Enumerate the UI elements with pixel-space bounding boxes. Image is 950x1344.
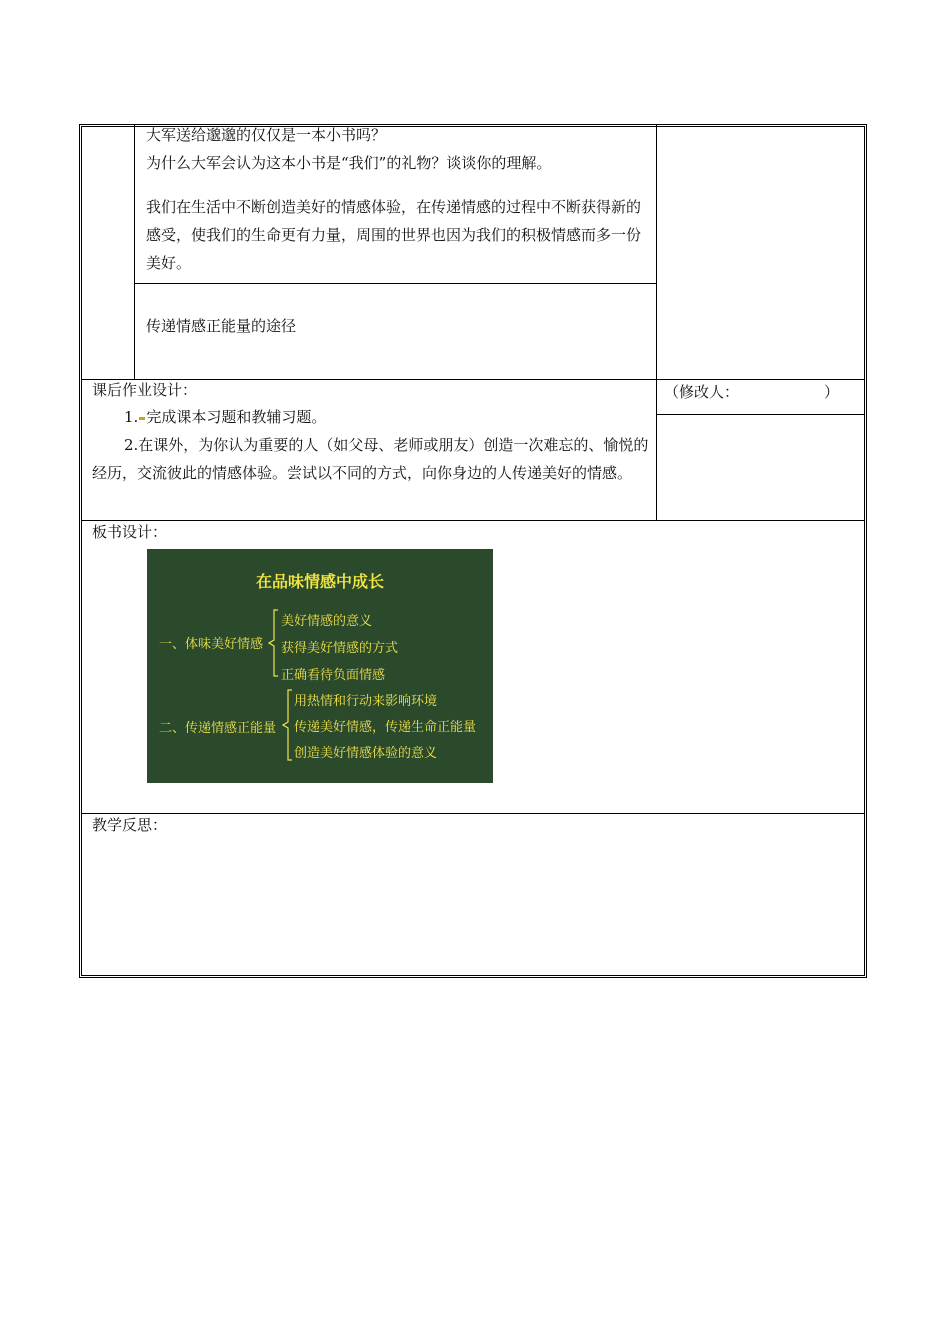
divider-left-column — [134, 124, 135, 380]
divider-row-board — [82, 520, 864, 521]
divider-row-homework — [82, 379, 864, 380]
board-section-1-item: 美好情感的意义 — [281, 614, 373, 629]
blackboard-image — [147, 549, 493, 783]
divider-row-reflection — [82, 813, 864, 814]
homework-item-1 — [124, 406, 326, 428]
board-heading: 板书设计： — [92, 523, 168, 541]
board-section-2-label: 二、传递情感正能量 — [159, 721, 277, 736]
question-1: 大军送给邈邈的仅仅是一本小书吗？ — [146, 126, 387, 144]
divider-row-topic — [134, 283, 656, 284]
topic-text: 传递情感正能量的途径 — [146, 317, 297, 335]
reflection-heading: 教学反思： — [92, 816, 168, 834]
board-brace-2 — [282, 689, 294, 761]
homework-item-2: 2.在课外，为你认为重要的人（如父母、老师或朋友）创造一次难忘的、愉悦的经历，交流彼此的情感体验。尝试以不同的方式，向你身边的人传递美好的情感。 — [92, 436, 649, 482]
board-section-2-item: 传递美好情感，传递生命正能量 — [294, 720, 477, 735]
board-brace-1 — [268, 609, 280, 677]
homework-heading: 课后作业设计： — [92, 381, 198, 399]
reviser-label: （修改人： — [664, 383, 740, 401]
board-title: 在品味情感中成长 — [255, 572, 384, 591]
edit-mark-icon — [139, 417, 145, 420]
divider-row-reviser — [656, 414, 864, 415]
reviser-close: ） — [824, 383, 840, 401]
board-section-1-item: 正确看待负面情感 — [281, 668, 386, 683]
board-section-1-label: 一、体味美好情感 — [159, 637, 264, 652]
question-2: 为什么大军会认为这本小书是“我们”的礼物？谈谈你的理解。 — [146, 154, 552, 172]
summary-paragraph: 我们在生活中不断创造美好的情感体验，在传递情感的过程中不断获得新的感受，使我们的生命更有力量，周围的世界也因为我们的积极情感而多一份美好。 — [146, 198, 642, 272]
board-section-2-item: 创造美好情感体验的意义 — [294, 746, 438, 761]
homework-item-1-number: 1. — [124, 408, 139, 426]
divider-right-column — [656, 124, 657, 521]
homework-item-1-text: 完成课本习题和教辅习题。 — [146, 408, 327, 426]
board-section-1-item: 获得美好情感的方式 — [281, 641, 399, 656]
board-section-2-item: 用热情和行动来影响环境 — [294, 694, 438, 709]
